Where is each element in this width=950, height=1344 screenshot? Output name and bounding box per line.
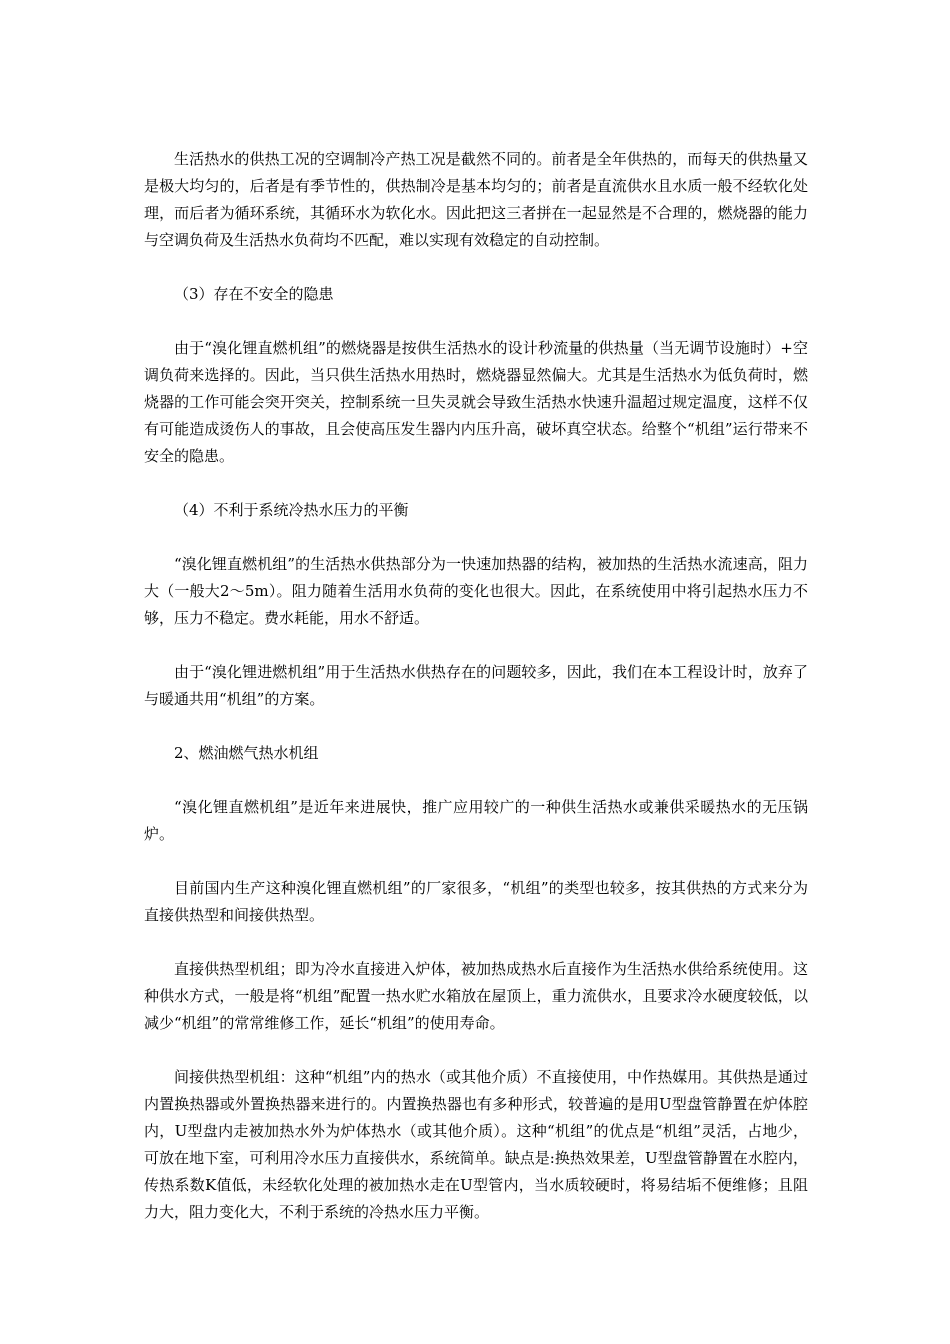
paragraph-hot-water-vs-ac: 生活热水的供热工况的空调制冷产热工况是截然不同的。前者是全年供热的，而每天的供热量又是极大均匀的，后者是有季节性的，供热制冷是基本均匀的；前者是直流供水且水质一般不经软化处理，而后者为循环系统，其循环水为软化水。因此把这三者拼在一起显然是不合理的，燃烧器的能力与空调负荷及生活热水负荷均不匹配，难以实现有效稳定的自动控制。 xyxy=(144,150,808,249)
paragraph-burner-oversize: 由于“溴化锂直燃机组”的燃烧器是按供生活热水的设计秒流量的供热量（当无调节设施时）+空调负荷来选择的。因此，当只供生活热水用热时，燃烧器显然偏大。尤其是生活热水为低负荷时，燃烧器的工作可能会突开突关，控制系统一旦失灵就会导致生活热水快速升温超过规定温度，这样不仅有可能造成烫伤人的事故，且会使高压发生器内内压升高，破坏真空状态。给整个“机组”运行带来不安全的隐患。 xyxy=(144,339,808,465)
paragraph-abandon-shared-unit: 由于“溴化锂进燃机组”用于生活热水供热存在的问题较多，因此，我们在本工程设计时，放弃了与暖通共用“机组”的方案。 xyxy=(144,663,808,708)
document-body xyxy=(144,146,808,1253)
paragraph-indirect-heating: 间接供热型机组：这种“机组”内的热水（或其他介质）不直接使用，中作热媒用。其供热是通过内置换热器或外置换热器来进行的。内置换热器也有多种形式，较普遍的是用U型盘管静置在炉体腔内，U型盘内走被加热水外为炉体热水（或其他介质）。这种“机组”的优点是“机组”灵活，占地少，可放在地下室，可利用冷水压力直接供水，系统简单。缺点是:换热效果差，U型盘管静置在水腔内，传热系数K值低，未经软化处理的被加热水走在U型管内，当水质较硬时，将易结垢不便维修；且阻力大，阻力变化大，不利于系统的冷热水压力平衡。 xyxy=(144,1068,808,1221)
paragraph-unit-types: 目前国内生产这种溴化锂直燃机组”的厂家很多，“机组”的类型也较多，按其供热的方式来分为直接供热型和间接供热型。 xyxy=(144,879,808,924)
paragraph-unit-intro: “溴化锂直燃机组”是近年来进展快，推广应用较广的一种供生活热水或兼供采暖热水的无压锅炉。 xyxy=(144,798,808,843)
paragraph-direct-heating: 直接供热型机组；即为冷水直接进入炉体，被加热成热水后直接作为生活热水供给系统使用。这种供水方式，一般是将“机组”配置一热水贮水箱放在屋顶上，重力流供水，且要求冷水硬度较低，以减少“机组”的常常维修工作，延长“机组”的使用寿命。 xyxy=(144,960,808,1032)
paragraph-fast-heater-resistance: “溴化锂直燃机组”的生活热水供热部分为一快速加热器的结构，被加热的生活热水流速高，阻力大（一般大2～5m）。阻力随着生活用水负荷的变化也很大。因此，在系统使用中将引起热水压力不够，压力不稳定。费水耗能，用水不舒适。 xyxy=(144,555,808,627)
section-heading-4-pressure-balance: （4）不利于系统冷热水压力的平衡 xyxy=(174,501,409,519)
section-heading-2-oil-gas-unit: 2、燃油燃气热水机组 xyxy=(174,744,319,762)
section-heading-3-safety-hazard: （3）存在不安全的隐患 xyxy=(174,285,334,303)
